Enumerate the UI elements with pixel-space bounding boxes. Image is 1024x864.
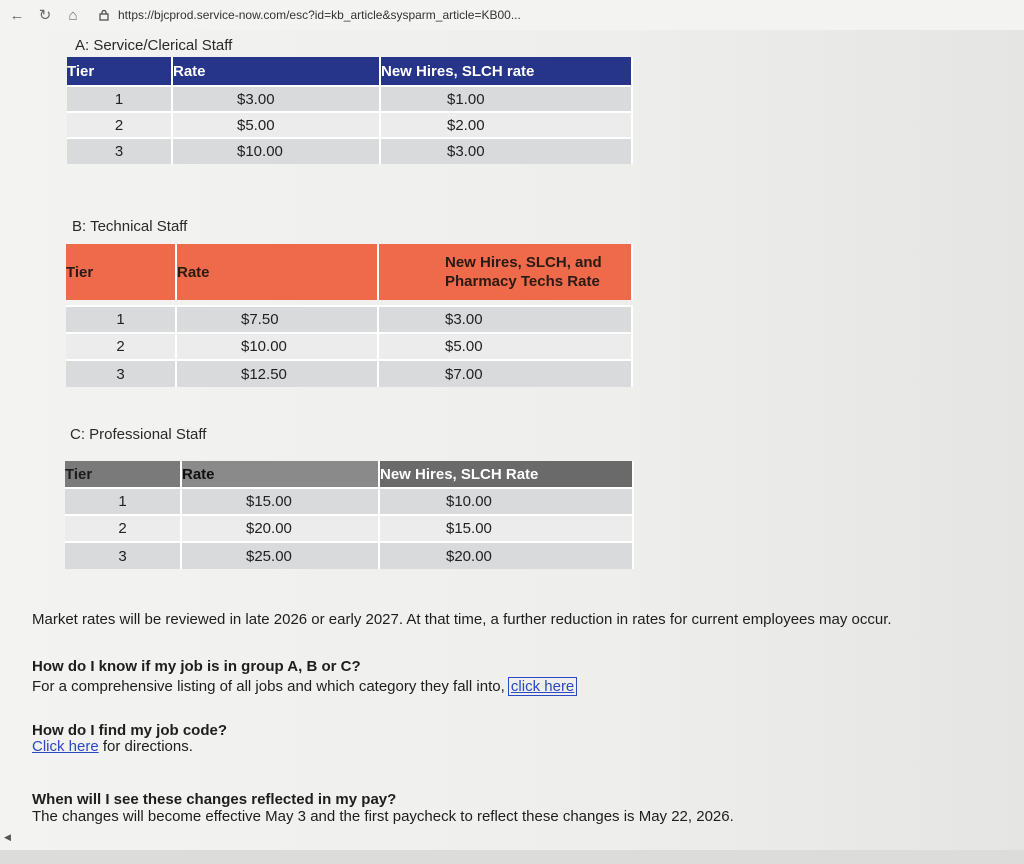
new-hire-rate-cell: $5.00 [378,333,632,360]
rate-header: Rate [172,57,380,86]
table-row [65,488,633,515]
new-hire-rate-cell: $15.00 [379,515,633,542]
new-hire-rate-cell: $1.00 [380,86,632,112]
table-header-row [66,244,632,300]
technical-staff-table [66,244,633,387]
table-row [66,360,632,387]
section-b-label: B: Technical Staff [72,218,188,235]
rate-cell: $10.00 [176,333,378,360]
faq-question-group: How do I know if my job is in group A, B or C? [32,658,361,675]
article-body [0,30,1024,864]
scroll-left-arrow-icon[interactable]: ◀ [4,832,11,842]
new-hire-rate-cell: $2.00 [380,112,632,138]
home-icon[interactable]: ⌂ [68,6,78,24]
tier-cell: 2 [67,112,172,138]
rate-cell: $20.00 [181,515,379,542]
browser-toolbar [0,0,1024,30]
rate-cell: $15.00 [181,488,379,515]
table-row [65,542,633,569]
tier-cell: 3 [67,138,172,164]
faq-question-pay: When will I see these changes reflected in my pay? [32,791,397,808]
new-hires-header: New Hires, SLCH Rate [379,461,633,488]
rate-cell: $7.50 [176,306,378,333]
tier-cell: 3 [65,542,181,569]
new-hire-rate-cell: $10.00 [379,488,633,515]
new-hire-rate-cell: $3.00 [380,138,632,164]
table-row [67,86,632,112]
tier-cell: 2 [66,333,176,360]
section-a-label: A: Service/Clerical Staff [75,37,233,54]
address-bar[interactable] [98,8,578,22]
tier-cell: 1 [67,86,172,112]
table-header-row [65,461,633,488]
tier-cell: 3 [66,360,176,387]
tier-header: Tier [65,461,181,488]
rate-cell: $10.00 [172,138,380,164]
tier-cell: 1 [66,306,176,333]
service-clerical-table [67,57,633,164]
rate-header: Rate [176,244,378,300]
new-hires-header: New Hires, SLCH, and Pharmacy Techs Rate [378,244,632,300]
rate-header: Rate [181,461,379,488]
horizontal-scrollbar[interactable] [0,850,1024,864]
tier-header: Tier [67,57,172,86]
job-listing-link[interactable]: click here [510,678,575,695]
new-hires-header: New Hires, SLCH rate [380,57,632,86]
professional-staff-table [65,461,634,569]
table-row [65,515,633,542]
rate-cell: $25.00 [181,542,379,569]
rate-cell: $3.00 [172,86,380,112]
section-c-label: C: Professional Staff [70,426,207,443]
table-row [66,306,632,333]
faq-answer-pay: The changes will become effective May 3 and the first paycheck to reflect these changes is May 22, 2026. [32,808,734,825]
reload-icon[interactable]: ↻ [38,7,52,24]
tier-cell: 2 [65,515,181,542]
new-hire-rate-cell: $20.00 [379,542,633,569]
tier-cell: 1 [65,488,181,515]
new-hire-rate-cell: $3.00 [378,306,632,333]
job-code-directions-link[interactable]: Click here [32,738,99,755]
faq-question-job-code: How do I find my job code? [32,722,227,739]
faq-answer-job-code [32,738,193,755]
url-text: https://bjcprod.service-now.com/esc?id=kb_article&sysparm_article=KB00... [118,8,521,22]
tier-header: Tier [66,244,176,300]
table-row [66,333,632,360]
lock-icon [98,9,110,21]
table-row [67,112,632,138]
new-hire-rate-cell: $7.00 [378,360,632,387]
faq-answer-text: for directions. [98,738,193,755]
rate-cell: $12.50 [176,360,378,387]
faq-answer-group [32,678,576,695]
table-header-row [67,57,632,86]
market-rates-note: Market rates will be reviewed in late 2026 or early 2027. At that time, a further reduction in rates for current employees may occur. [32,611,892,628]
rate-cell: $5.00 [172,112,380,138]
faq-answer-text: For a comprehensive listing of all jobs and which category they fall into, [32,678,509,695]
back-arrow-icon[interactable]: ← [9,6,25,24]
table-row [67,138,632,164]
